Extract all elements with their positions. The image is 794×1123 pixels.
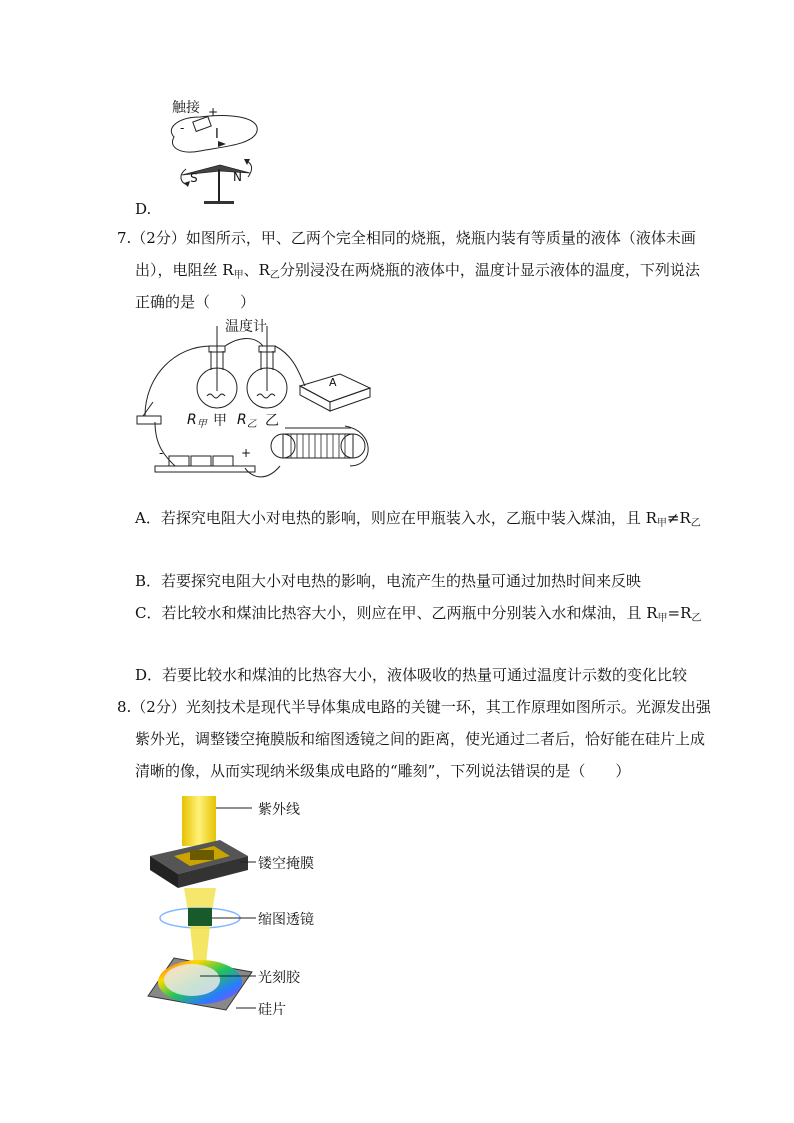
jia-label: 甲 [213,413,227,429]
battery-minus: - [159,446,164,460]
r-jia-label: $R_甲$ [187,412,207,430]
uv-label: 紫外线 [258,802,300,818]
q7-circuit-figure [135,316,385,492]
thermometer-label: 温度计 [225,319,267,335]
q7-option-c: C．若比较水和煤油比热容大小，则应在甲、乙两瓶中分别装入水和煤油，且 $R_甲=R_乙$ [135,604,702,624]
mask-label: 镂空掩膜 [258,856,314,872]
q7-line2: 出），电阻丝 $R_甲$、$R_乙$分别浸没在两烧瓶的液体中，温度计显示液体的温度，下列说法 [135,261,700,281]
yi-label: 乙 [265,413,279,429]
current-label: I [215,127,219,142]
wafer-label: 硅片 [258,1002,286,1018]
ammeter-label: A [329,376,337,389]
battery-plus: + [241,446,252,460]
option-d-letter: D. [135,200,152,218]
q7-option-b: B．若要探究电阻大小对电热的影响，电流产生的热量可通过加热时间来反映 [135,572,642,590]
q8-line2: 紫外光，调整镂空掩膜版和缩图透镜之间的距离，使光通过二者后，恰好能在硅片上成 [135,730,706,748]
q7-option-d: D．若要比较水和煤油的比热容大小，液体吸收的热量可通过温度计示数的变化比较 [135,666,688,684]
circuit-diagram [135,316,385,492]
touch-label: 触接 [172,100,200,116]
north-pole-label: N [233,170,242,184]
q7-option-a: A．若探究电阻大小对电热的影响，则应在甲瓶装入水，乙瓶中装入煤油，且 $R_甲\ne R_乙$ [135,509,701,529]
r-yi-label: $R_乙$ [237,412,257,430]
q8-line3: 清晰的像，从而实现纳米级集成电路的“雕刻”，下列说法错误的是（ ） [135,762,631,780]
south-pole-label: S [190,171,198,185]
q7-line3: 正确的是（ ） [135,293,256,311]
photoresist-label: 光刻胶 [258,970,300,986]
minus-sign: - [180,121,185,135]
plus-sign: + [208,105,219,119]
lens-label: 缩图透镜 [258,912,314,928]
figure-d [160,95,270,215]
q8-lithography-figure [140,796,340,1026]
q7-line1: 7.（2分）如图所示，甲、乙两个完全相同的烧瓶，烧瓶内装有等质量的液体（液体未画 [117,229,696,247]
q8-line1: 8.（2分）光刻技术是现代半导体集成电路的关键一环，其工作原理如图所示。光源发出强 [117,698,711,716]
